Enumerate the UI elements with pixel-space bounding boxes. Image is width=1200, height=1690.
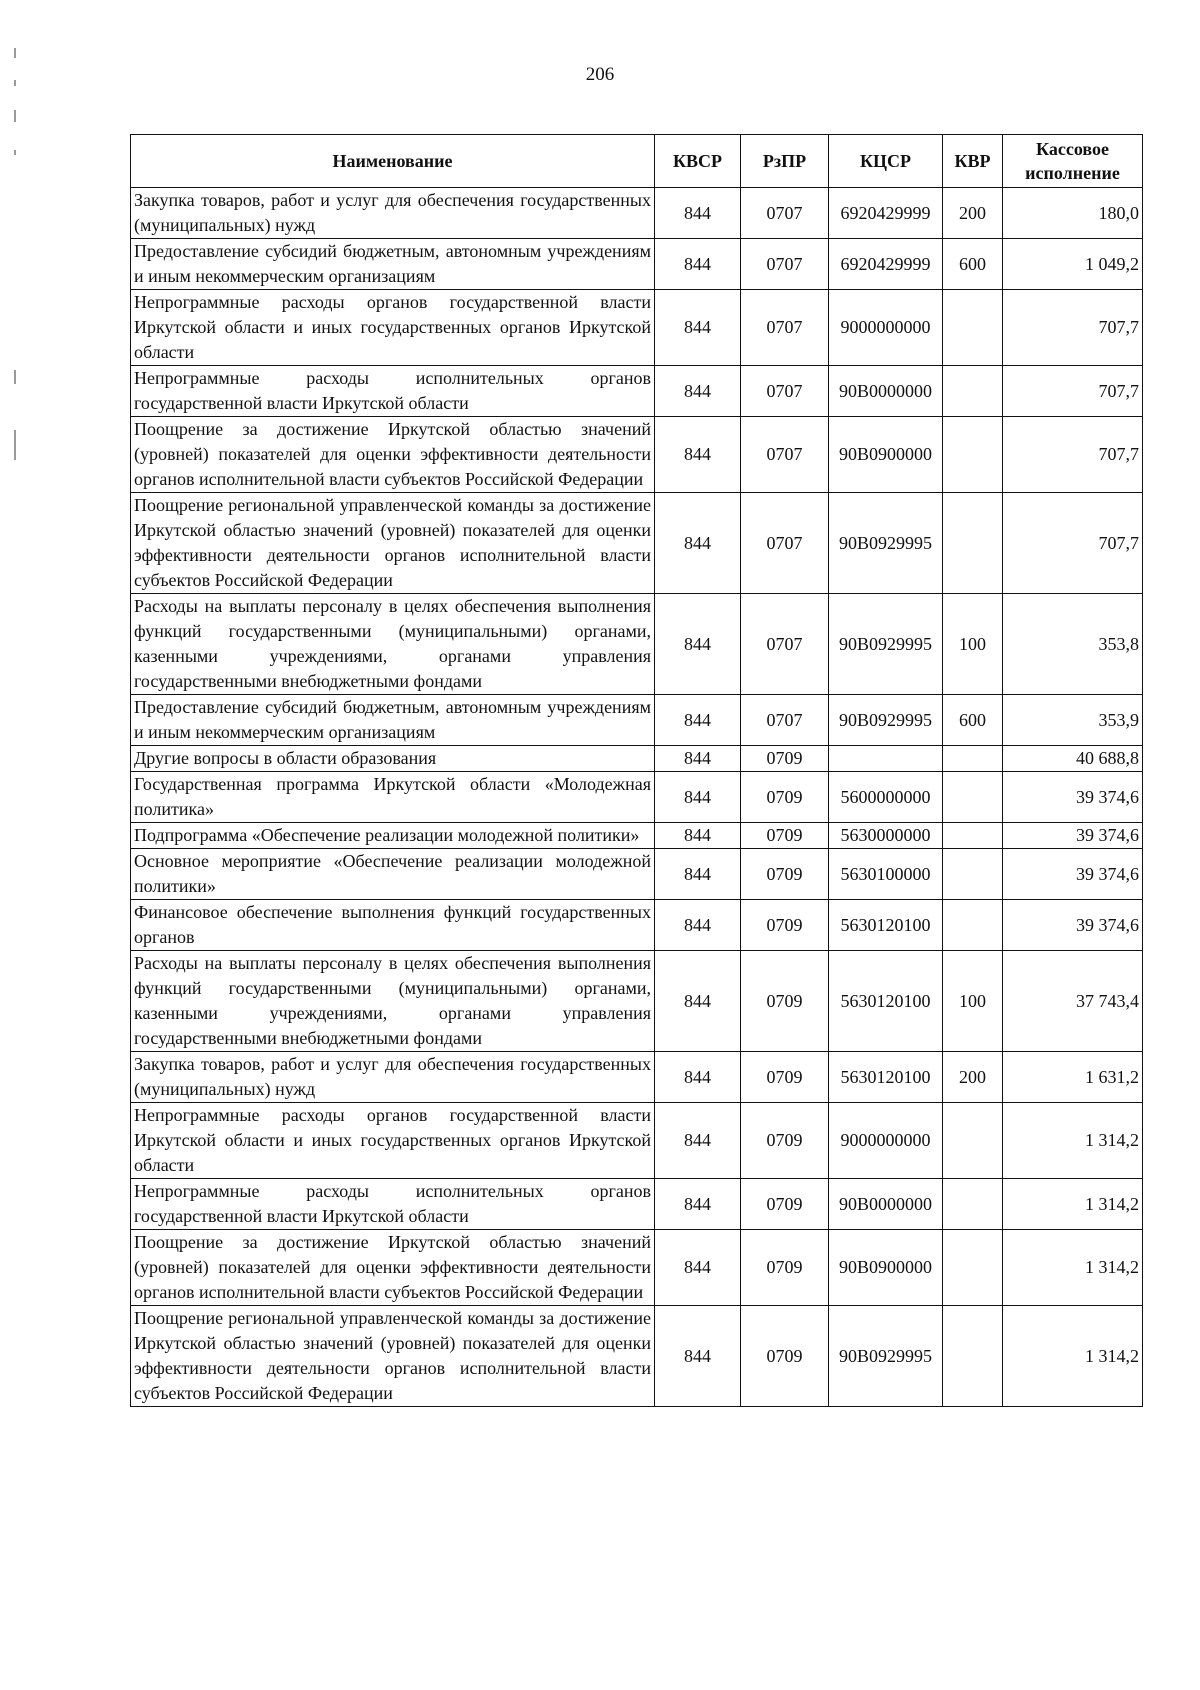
cell-kvsr: 844 xyxy=(655,1052,741,1103)
cell-kvsr: 844 xyxy=(655,900,741,951)
cell-sum: 39 374,6 xyxy=(1003,849,1143,900)
cell-kvr xyxy=(943,746,1003,772)
budget-table xyxy=(130,134,1143,1407)
cell-sum: 353,9 xyxy=(1003,695,1143,746)
table-row xyxy=(131,188,1143,239)
cell-kcsr: 90В0929995 xyxy=(829,1306,943,1407)
header-kcsr: КЦСР xyxy=(829,135,943,188)
cell-kvr: 100 xyxy=(943,594,1003,695)
cell-kvr xyxy=(943,1103,1003,1179)
scan-edge-marks xyxy=(14,40,34,500)
cell-kvsr: 844 xyxy=(655,1103,741,1179)
cell-kvr xyxy=(943,1230,1003,1306)
cell-kvsr: 844 xyxy=(655,849,741,900)
cell-sum: 1 049,2 xyxy=(1003,239,1143,290)
cell-kvr: 200 xyxy=(943,1052,1003,1103)
cell-sum: 39 374,6 xyxy=(1003,900,1143,951)
cell-kcsr: 5630120100 xyxy=(829,900,943,951)
cell-sum: 707,7 xyxy=(1003,366,1143,417)
table-row xyxy=(131,823,1143,849)
cell-kvsr: 844 xyxy=(655,772,741,823)
cell-kvr: 600 xyxy=(943,239,1003,290)
cell-kcsr: 90В0929995 xyxy=(829,493,943,594)
cell-sum: 1 314,2 xyxy=(1003,1306,1143,1407)
cell-sum: 707,7 xyxy=(1003,417,1143,493)
cell-name: Предоставление субсидий бюджетным, автономным учреждениям и иным некоммерческим организациям xyxy=(131,695,655,746)
table-row xyxy=(131,594,1143,695)
cell-kcsr: 90В0929995 xyxy=(829,594,943,695)
table-row xyxy=(131,849,1143,900)
cell-kvr xyxy=(943,290,1003,366)
cell-kcsr: 90В0900000 xyxy=(829,1230,943,1306)
table-row xyxy=(131,746,1143,772)
cell-sum: 707,7 xyxy=(1003,290,1143,366)
cell-name: Финансовое обеспечение выполнения функций государственных органов xyxy=(131,900,655,951)
cell-kvr: 100 xyxy=(943,951,1003,1052)
cell-rzpr: 0707 xyxy=(741,239,829,290)
cell-kvr xyxy=(943,849,1003,900)
cell-kvsr: 844 xyxy=(655,695,741,746)
cell-kvsr: 844 xyxy=(655,951,741,1052)
table-row xyxy=(131,772,1143,823)
cell-name: Закупка товаров, работ и услуг для обеспечения государственных (муниципальных) нужд xyxy=(131,188,655,239)
cell-name: Расходы на выплаты персоналу в целях обеспечения выполнения функций государственными (муниципальными) органами, казенными учреждениями, органами управления государственными внебюджетными фондами xyxy=(131,594,655,695)
cell-kcsr: 5630100000 xyxy=(829,849,943,900)
cell-rzpr: 0709 xyxy=(741,900,829,951)
cell-kvr xyxy=(943,900,1003,951)
cell-sum: 1 314,2 xyxy=(1003,1230,1143,1306)
cell-kvsr: 844 xyxy=(655,188,741,239)
cell-kcsr: 5600000000 xyxy=(829,772,943,823)
cell-rzpr: 0709 xyxy=(741,1179,829,1230)
cell-kvr xyxy=(943,823,1003,849)
cell-kvr: 200 xyxy=(943,188,1003,239)
cell-kcsr: 9000000000 xyxy=(829,290,943,366)
cell-sum: 1 314,2 xyxy=(1003,1179,1143,1230)
cell-name: Поощрение за достижение Иркутской областью значений (уровней) показателей для оценки эффективности деятельности органов исполнительной власти субъектов Российской Федерации xyxy=(131,417,655,493)
table-row xyxy=(131,366,1143,417)
cell-sum: 37 743,4 xyxy=(1003,951,1143,1052)
header-name: Наименование xyxy=(131,135,655,188)
cell-kcsr: 5630120100 xyxy=(829,1052,943,1103)
header-rzpr: РзПР xyxy=(741,135,829,188)
cell-rzpr: 0707 xyxy=(741,493,829,594)
cell-rzpr: 0707 xyxy=(741,695,829,746)
cell-kvsr: 844 xyxy=(655,493,741,594)
cell-name: Поощрение региональной управленческой команды за достижение Иркутской областью значений (уровней) показателей для оценки эффективности деятельности органов исполнительной власти субъектов Российской Федерации xyxy=(131,493,655,594)
cell-sum: 39 374,6 xyxy=(1003,772,1143,823)
cell-kvr: 600 xyxy=(943,695,1003,746)
cell-name: Непрограммные расходы исполнительных органов государственной власти Иркутской области xyxy=(131,1179,655,1230)
cell-name: Государственная программа Иркутской области «Молодежная политика» xyxy=(131,772,655,823)
cell-kvsr: 844 xyxy=(655,366,741,417)
table-row xyxy=(131,1306,1143,1407)
cell-kvr xyxy=(943,366,1003,417)
cell-kcsr: 6920429999 xyxy=(829,239,943,290)
cell-rzpr: 0709 xyxy=(741,1230,829,1306)
cell-kvsr: 844 xyxy=(655,239,741,290)
cell-rzpr: 0707 xyxy=(741,366,829,417)
table-row xyxy=(131,290,1143,366)
table-row xyxy=(131,1103,1143,1179)
cell-kcsr: 90В0929995 xyxy=(829,695,943,746)
cell-kcsr: 9000000000 xyxy=(829,1103,943,1179)
cell-name: Расходы на выплаты персоналу в целях обеспечения выполнения функций государственными (муниципальными) органами, казенными учреждениями, органами управления государственными внебюджетными фондами xyxy=(131,951,655,1052)
cell-kcsr xyxy=(829,746,943,772)
cell-kvr xyxy=(943,417,1003,493)
cell-kcsr: 5630120100 xyxy=(829,951,943,1052)
cell-name: Предоставление субсидий бюджетным, автономным учреждениям и иным некоммерческим организациям xyxy=(131,239,655,290)
cell-rzpr: 0709 xyxy=(741,823,829,849)
cell-name: Закупка товаров, работ и услуг для обеспечения государственных (муниципальных) нужд xyxy=(131,1052,655,1103)
cell-kvsr: 844 xyxy=(655,417,741,493)
cell-kvsr: 844 xyxy=(655,594,741,695)
cell-rzpr: 0709 xyxy=(741,1052,829,1103)
cell-name: Непрограммные расходы органов государственной власти Иркутской области и иных государственных органов Иркутской области xyxy=(131,1103,655,1179)
table-row xyxy=(131,493,1143,594)
cell-rzpr: 0709 xyxy=(741,849,829,900)
page-number: 206 xyxy=(585,64,615,85)
cell-rzpr: 0707 xyxy=(741,290,829,366)
cell-kvr xyxy=(943,1306,1003,1407)
cell-name: Поощрение региональной управленческой команды за достижение Иркутской областью значений (уровней) показателей для оценки эффективности деятельности органов исполнительной власти субъектов Российской Федерации xyxy=(131,1306,655,1407)
cell-name: Поощрение за достижение Иркутской областью значений (уровней) показателей для оценки эффективности деятельности органов исполнительной власти субъектов Российской Федерации xyxy=(131,1230,655,1306)
header-kvr: КВР xyxy=(943,135,1003,188)
table-row xyxy=(131,1179,1143,1230)
cell-sum: 1 314,2 xyxy=(1003,1103,1143,1179)
header-sum: Кассовое исполнение xyxy=(1003,135,1143,188)
cell-kvsr: 844 xyxy=(655,823,741,849)
cell-kvsr: 844 xyxy=(655,1306,741,1407)
cell-sum: 180,0 xyxy=(1003,188,1143,239)
cell-name: Непрограммные расходы органов государственной власти Иркутской области и иных государственных органов Иркутской области xyxy=(131,290,655,366)
cell-kcsr: 90В0900000 xyxy=(829,417,943,493)
cell-name: Основное мероприятие «Обеспечение реализации молодежной политики» xyxy=(131,849,655,900)
cell-kvsr: 844 xyxy=(655,290,741,366)
table-row xyxy=(131,951,1143,1052)
table-row xyxy=(131,1052,1143,1103)
cell-kvr xyxy=(943,772,1003,823)
table-row xyxy=(131,239,1143,290)
header-kvsr: КВСР xyxy=(655,135,741,188)
cell-kcsr: 6920429999 xyxy=(829,188,943,239)
cell-sum: 39 374,6 xyxy=(1003,823,1143,849)
cell-kvsr: 844 xyxy=(655,1179,741,1230)
cell-kcsr: 5630000000 xyxy=(829,823,943,849)
cell-rzpr: 0709 xyxy=(741,746,829,772)
cell-rzpr: 0709 xyxy=(741,772,829,823)
cell-rzpr: 0709 xyxy=(741,951,829,1052)
table-row xyxy=(131,695,1143,746)
cell-kvr xyxy=(943,1179,1003,1230)
table-row xyxy=(131,417,1143,493)
cell-kvsr: 844 xyxy=(655,746,741,772)
table-row xyxy=(131,1230,1143,1306)
cell-rzpr: 0707 xyxy=(741,594,829,695)
cell-name: Другие вопросы в области образования xyxy=(131,746,655,772)
cell-sum: 353,8 xyxy=(1003,594,1143,695)
cell-rzpr: 0709 xyxy=(741,1306,829,1407)
cell-rzpr: 0707 xyxy=(741,188,829,239)
cell-kcsr: 90В0000000 xyxy=(829,366,943,417)
cell-rzpr: 0707 xyxy=(741,417,829,493)
cell-sum: 1 631,2 xyxy=(1003,1052,1143,1103)
cell-rzpr: 0709 xyxy=(741,1103,829,1179)
cell-name: Подпрограмма «Обеспечение реализации молодежной политики» xyxy=(131,823,655,849)
cell-sum: 707,7 xyxy=(1003,493,1143,594)
table-row xyxy=(131,900,1143,951)
cell-name: Непрограммные расходы исполнительных органов государственной власти Иркутской области xyxy=(131,366,655,417)
cell-kvr xyxy=(943,493,1003,594)
cell-sum: 40 688,8 xyxy=(1003,746,1143,772)
cell-kvsr: 844 xyxy=(655,1230,741,1306)
table-header-row xyxy=(131,135,1143,188)
cell-kcsr: 90В0000000 xyxy=(829,1179,943,1230)
